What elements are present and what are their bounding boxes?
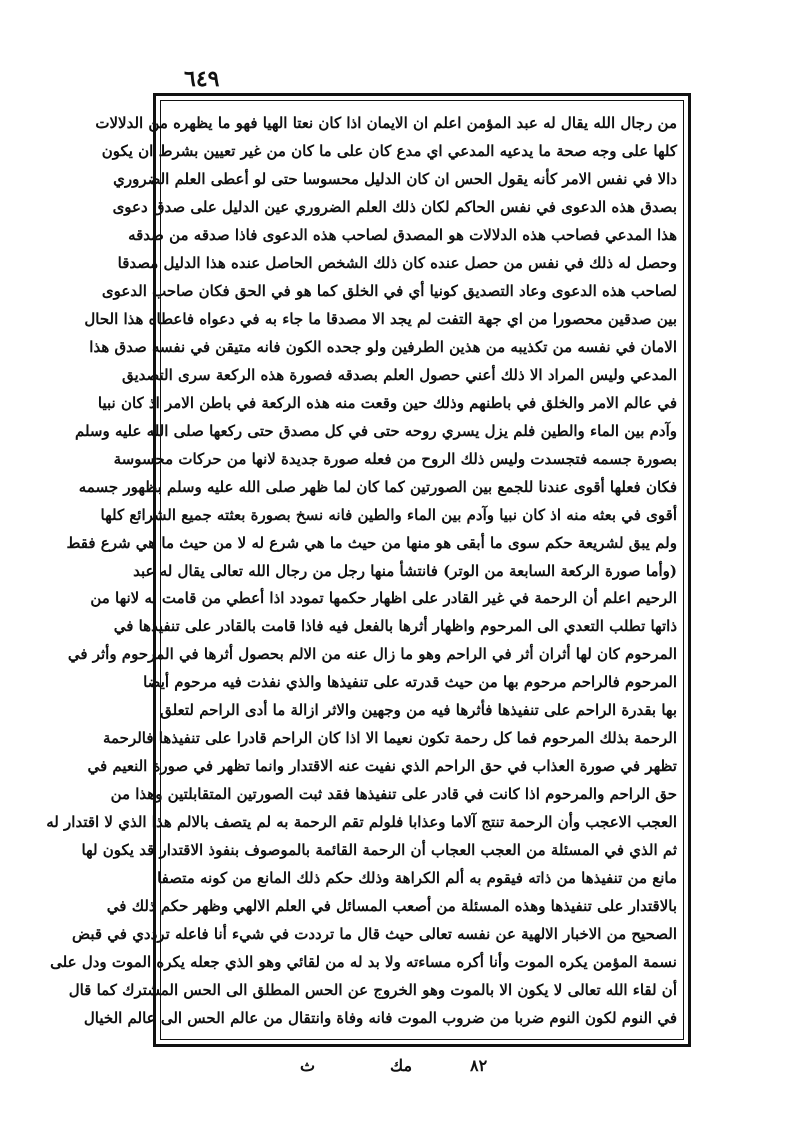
text-line: (وأما صورة الركعة السابعة من الوتر) فانتشأ منها رجل من رجال الله تعالى يقال له عبد <box>133 561 677 580</box>
text-line: وآدم بين الماء والطين فلم يزل يسري روحه حتى في كل مصدق حتى ركعها صلى الله عليه وسلم <box>74 421 677 440</box>
text-line: المدعي وليس المراد الا ذلك أعني حصول العلم بصدقه فصورة هذه الركعة سرى التصديق <box>121 365 677 384</box>
text-line: بالاقتدار على تنفيذها وهذه المسئلة من أصعب المسائل في العلم الالهي وظهر حكم ذلك في <box>106 897 677 916</box>
text-line: نسمة المؤمن يكره الموت وأنا أكره مساءته ولا بد له من لقائي وهو الذي جعله يكره الموت ودل على <box>50 953 677 972</box>
text-line: الامان في نفسه من تكذيبه من هذين الطرفين ولو جحده الكون فانه متيقن في نفسه صدق هذا <box>89 337 677 356</box>
text-line: فكان فعلها أقوى عندنا للجمع بين الصورتين كما كان لما ظهر صلى الله عليه وسلم بظهور جسمه <box>78 477 677 496</box>
text-line: الرحمة بذلك المرحوم فما كل رحمة تكون نعيما الا اذا كان الراحم قادرا على تنفيذها فالرحمة <box>102 729 677 748</box>
text-line: بين صدقين محصورا من اي جهة التفت لم يجد الا مصدقا ما جاء به في دعواه فاعطاه هذا الحال <box>84 309 677 328</box>
footer-signature <box>300 1056 540 1080</box>
text-line: من رجال الله يقال له عبد المؤمن اعلم ان الايمان اذا كان نعتا الهيا فهو ما يظهره من الدلالات <box>95 114 677 132</box>
footer-signature-mark: مك <box>390 1056 413 1075</box>
text-line: كلها على وجه صحة ما يدعيه المدعي اي مدع كان على ما كان من غير تعيين بشرط ان يكون <box>101 141 677 160</box>
text-line: لصاحب هذه الدعوى وعاد التصديق كونيا أي في الخلق كما هو في الحق فكان صاحب الدعوى <box>101 281 677 300</box>
text-line: في النوم لكون النوم ضربا من ضروب الموت فانه وفاة وانتقال من عالم الحس الى عالم الخيال <box>83 1009 677 1027</box>
text-line: مانع من تنفيذها من ذاته فيقوم به ألم الكراهة وذلك حكم ذلك المانع من كونه متصفا <box>157 869 677 888</box>
text-line: وحصل له ذلك في نفس من حصل عنده كان ذلك الشخص الحاصل عنده هذا الدليل مصدقا <box>117 253 677 272</box>
text-line: أقوى في بعثه منه اذ كان نبيا وآدم بين الماء والطين فانه نسخ بصورة بعثته جميع الشرائع كلها <box>100 505 677 524</box>
text-line: العجب الاعجب وأن الرحمة تنتج آلاما وعذابا فلولم تقم الرحمة به لم يتصف بالالم هذا الذي لا اقتدار له <box>46 813 677 832</box>
text-line: تظهر في صورة العذاب في حق الراحم الذي نفيت عنه الاقتدار وانما تظهر في صورة النعيم في <box>87 757 677 776</box>
text-line: ذاتها تطلب التعدي الى المرحوم واظهار أثرها بالفعل فيه فاذا قامت بالقادر على تنفيذها في <box>113 617 677 636</box>
footer-signature-number: ٨٢ <box>470 1056 488 1075</box>
text-line: دالا في نفس الامر كأنه يقول الحس ان كان الدليل محسوسا حتى لو أعطى العلم الضروري <box>113 169 677 188</box>
footer-signature-letter: ث <box>300 1056 316 1075</box>
text-line: الرحيم اعلم أن الرحمة في غير القادر على اظهار حكمها تمودد اذا أعطي من قامت به لانها من <box>90 589 677 608</box>
text-block <box>46 100 684 1040</box>
text-line: بها بقدرة الراحم على تنفيذها فأثرها فيه من وجهين والاثر ازالة ما أدى الراحم لتعلق <box>160 701 677 720</box>
text-line: المرحوم كان لها أثران أثر في الراحم وهو ما زال عنه من الالم بحصول أثرها في المرحوم وأثر في <box>67 645 677 664</box>
text-line: أن لقاء الله تعالى لا يكون الا بالموت وهو الخروج عن الحس المطلق الى الحس المشترك كما قال <box>68 981 677 1000</box>
text-line: بصورة جسمه فتجسدت وليس ذلك الروح من فعله صورة جديدة لانها من حركات محسوسة <box>113 449 677 468</box>
page-number: ٦٤٩ <box>184 66 220 92</box>
text-line: هذا المدعي فصاحب هذه الدلالات هو المصدق لصاحب هذه الدعوى فاذا صدقه من صدقه <box>128 225 677 244</box>
text-line: ثم الذي في المسئلة من العجب العجاب أن الرحمة القائمة بالموصوف بنفوذ الاقتدار قد يكون لها <box>81 841 677 860</box>
text-line: حق الراحم والمرحوم اذا كانت في قادر على تنفيذها فقد ثبت الصورتين المتقابلتين وهذا من <box>110 785 677 804</box>
text-line: المرحوم فالراحم مرحوم بها من حيث قدرته على تنفيذها والذي نفذت فيه مرحوم أيضا <box>143 673 677 692</box>
text-line: الصحيح من الاخبار الالهية عن نفسه تعالى حيث قال ما ترددت في شيء أنا فاعله ترددي في قبض <box>72 925 677 944</box>
text-line: ولم يبق لشريعة حكم سوى ما أبقى هو منها من حيث ما هي شرع له لا من حيث ما هي شرع فقط <box>66 533 677 552</box>
text-line: بصدق هذه الدعوى في نفس الحاكم لكان ذلك العلم الضروري عين الدليل على صدق دعوى <box>112 197 677 216</box>
text-line: في عالم الامر والخلق في باطنهم وذلك حين وقعت منه هذه الركعة في باطن الامر اذ كان نبيا <box>97 393 677 412</box>
